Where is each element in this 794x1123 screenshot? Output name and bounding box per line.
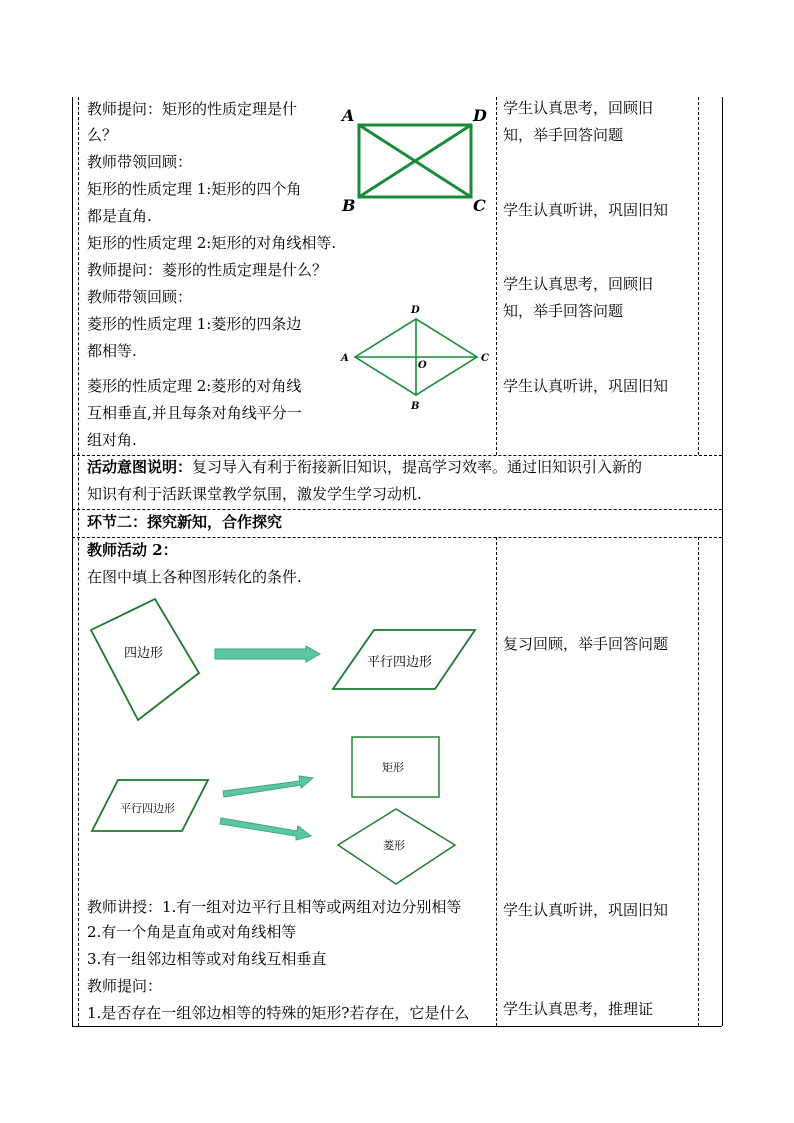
- text-line: 教师带领回顾：: [87, 288, 193, 306]
- student-activity-line: 学生认真思考，推理证: [503, 1000, 654, 1018]
- vertex-label-o: O: [418, 360, 427, 371]
- text-line: 教师带领回顾：: [87, 153, 193, 171]
- vertex-label-c: C: [473, 196, 486, 215]
- row-divider-1: [72, 455, 722, 456]
- student-activity-line: 学生认真听讲，巩固旧知: [503, 377, 669, 395]
- text-line: 组对角.: [87, 431, 137, 449]
- rhombus-label: 菱形: [383, 839, 405, 852]
- explain-line: 教师提问：: [87, 977, 163, 995]
- intent-text-line2: 知识有利于活跃课堂教学氛围，激发学生学习动机.: [87, 485, 422, 503]
- text-line: 教师提问：矩形的性质定理是什: [87, 100, 298, 118]
- row-divider-3: [72, 537, 722, 538]
- text-line: 矩形的性质定理 1:矩形的四个角: [87, 180, 302, 198]
- explain-line: 教师讲授：1.有一组对边平行且相等或两组对边分别相等: [87, 898, 462, 916]
- student-activity-line: 学生认真听讲，巩固旧知: [503, 201, 669, 219]
- quadrilateral-label: 四边形: [124, 646, 164, 661]
- table-border-bottom: [72, 1026, 722, 1027]
- parallelogram-label-2: 平行四边形: [120, 802, 175, 815]
- vertex-label-a: A: [342, 106, 355, 125]
- row-divider-2: [72, 509, 722, 510]
- student-activity-line: 学生认真思考，回顾旧: [503, 99, 654, 117]
- rhombus-diagram: [338, 300, 498, 415]
- text-line: 菱形的性质定理 2:菱形的对角线: [87, 377, 302, 395]
- table-border-right: [722, 97, 723, 1026]
- vertex-label-b: B: [342, 196, 356, 215]
- text-line: 互相垂直,并且每条对角线平分一: [87, 404, 302, 422]
- arrow-right-icon: [215, 646, 320, 662]
- student-activity-line: 知，举手回答问题: [503, 302, 624, 320]
- section-title: 环节二：探究新知，合作探究: [87, 513, 283, 531]
- intent-label: 活动意图说明：: [87, 458, 193, 476]
- vertex-label-a: A: [341, 353, 349, 364]
- vertex-label-d: D: [473, 106, 487, 125]
- teacher-activity-heading: 教师活动 2：: [87, 541, 178, 559]
- vertex-label-d: D: [411, 305, 420, 316]
- student-activity-line: 复习回顾，举手回答问题: [503, 635, 669, 653]
- arrow-down-right-icon: [220, 818, 311, 840]
- student-activity-line: 学生认真听讲，巩固旧知: [503, 901, 669, 919]
- intent-paragraph: [87, 457, 642, 477]
- table-divider-right-top: [698, 97, 699, 455]
- explain-line: 3.有一组邻边相等或对角线互相垂直: [87, 950, 327, 968]
- arrow-up-right-icon: [223, 776, 313, 797]
- text-line: 都相等.: [87, 342, 137, 360]
- rectangle-label: 矩形: [382, 761, 404, 774]
- text-line: 么？: [87, 126, 118, 144]
- vertex-label-b: B: [411, 401, 420, 412]
- explain-line: 2.有一个角是直角或对角线相等: [87, 923, 297, 941]
- text-line: 教师提问：菱形的性质定理是什么？: [87, 261, 328, 279]
- parallelogram-label: 平行四边形: [367, 655, 433, 670]
- shape-transformation-diagram: [80, 590, 480, 890]
- text-line: 都是直角.: [87, 207, 152, 225]
- table-divider-right-bottom: [698, 537, 699, 1026]
- vertex-label-c: C: [481, 353, 489, 364]
- instruction-text: 在图中填上各种图形转化的条件.: [87, 568, 302, 586]
- text-line: 矩形的性质定理 2:矩形的对角线相等.: [87, 234, 337, 252]
- student-activity-line: 学生认真思考，回顾旧: [503, 275, 654, 293]
- intent-text: 复习导入有利于衔接新旧知识，提高学习效率。通过旧知识引入新的: [192, 458, 643, 476]
- table-divider-inner-left: [78, 97, 79, 1026]
- rectangle-diagram: [338, 104, 498, 216]
- table-border-left: [72, 97, 73, 1026]
- student-activity-line: 知，举手回答问题: [503, 126, 624, 144]
- table-divider-middle-bottom: [496, 537, 497, 1026]
- explain-line: 1.是否存在一组邻边相等的特殊的矩形?若存在，它是什么: [87, 1004, 470, 1022]
- text-line: 菱形的性质定理 1:菱形的四条边: [87, 315, 302, 333]
